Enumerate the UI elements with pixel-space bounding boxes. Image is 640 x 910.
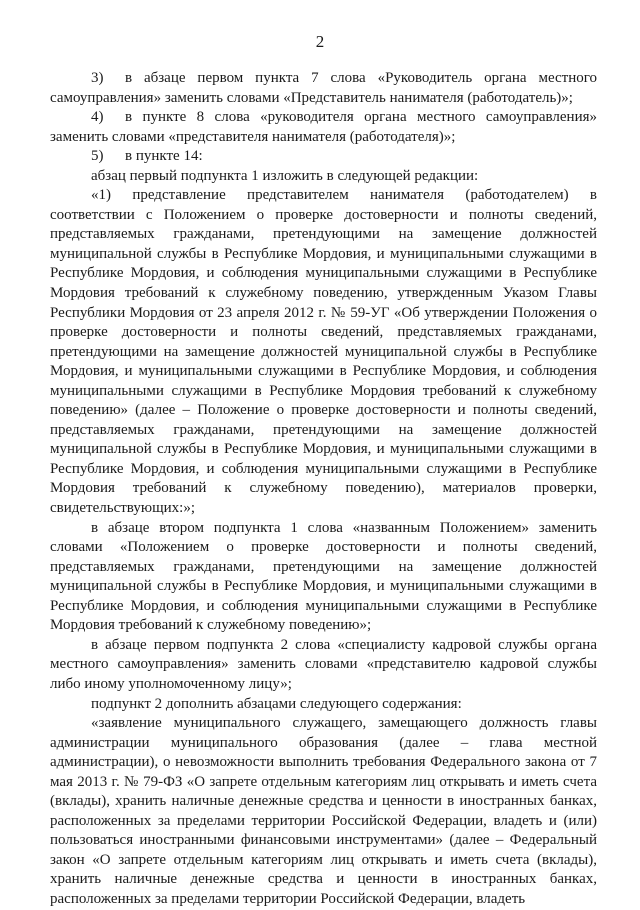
paragraph-text-block: в абзаце втором подпункта 1 слова «названным Положением» заменить словами «Положением о проверке достоверности и полноты сведений, представляемых гражданами, претендующими на замещение должностей муниципальной службы в Республике Мордовия, и муниципальными служащими в Республике Мордовия, и соблюдения муниципальными служащими в Республике Мордовия требований к служебному поведению»; [50,519,597,634]
paragraph-item-3 [50,69,597,108]
item-number: 4) [91,109,104,126]
paragraph-text-block: в абзаце первом подпункта 2 слова «специалисту кадровой службы органа местного самоуправления» заменить словами «представителю кадровой службы либо иному уполномоченному лицу»; [50,636,597,692]
paragraph-text-block: абзац первый подпункта 1 изложить в следующей редакции: [91,167,479,184]
document-body [50,69,597,910]
paragraph-item-4 [50,108,597,147]
paragraph-text: в пункте 14: [125,148,203,165]
item-number: 3) [91,70,104,86]
paragraph-text: в пункте 8 слова «руководителя органа местного самоуправления» заменить словами «представителя нанимателя (работодателя)»; [50,109,597,145]
paragraph-text-block: подпункт 2 дополнить абзацами следующего содержания: [91,695,462,712]
page-number: 2 [315,32,325,51]
paragraph-item-5 [50,147,597,167]
item-number: 5) [91,148,104,165]
paragraph-text-block: «заявление муниципального служащего, замещающего должность главы администрации муниципального образования (далее – глава местной администрации), о невозможности выполнить требования Федерального закона от 7 мая 2013 г. № 79-ФЗ «О запрете отдельным категориям лиц открывать и иметь счета (вклады), хранить наличные денежные средства и ценности в иностранных банках, расположенных за пределами территории Российской Федерации, владеть и (или) пользоваться иностранными финансовыми инструментами» (далее – Федеральный закон «О запрете отдельным категориям лиц открывать и иметь счета (вклады), хранить наличные денежные средства и ценности в иностранных банках, расположенных за пределами территории Российской Федерации, владеть [50,715,597,907]
paragraph-text-block: «1) представление представителем нанимателя (работодателем) в соответствии с Положением о проверке достоверности и полноты сведений, представляемых гражданами, претендующими на замещение должностей муниципальной службы в Республике Мордовия, и муниципальными служащими в Республике Мордовия, и соблюдения муниципальными служащими в Республике Мордовия требований к служебному поведению, утвержденным Указом Главы Республики Мордовия от 23 апреля 2012 г. № 59-УГ «Об утверждении Положения о проверке достоверности и полноты сведений, представляемых гражданами, претендующими на замещение должностей муниципальной службы в Республике Мордовия, и муниципальными служащими в Республике Мордовия, и соблюдения муниципальными служащими в Республике Мордовия требований к служебному поведению» (далее – Положение о проверке достоверности и полноты сведений, представляемых гражданами, претендующими на замещение должностей муниципальной службы в Республике Мордовия, и муниципальными служащими в Республике Мордовия, и соблюдения муниципальными служащими в Республике Мордовия требований к служебному поведению), материалов проверки, свидетельствующих:»; [50,187,597,517]
paragraph-text: в абзаце первом пункта 7 слова «Руководитель органа местного самоуправления» заменить словами «Представитель нанимателя (работодатель)»; [50,70,597,106]
